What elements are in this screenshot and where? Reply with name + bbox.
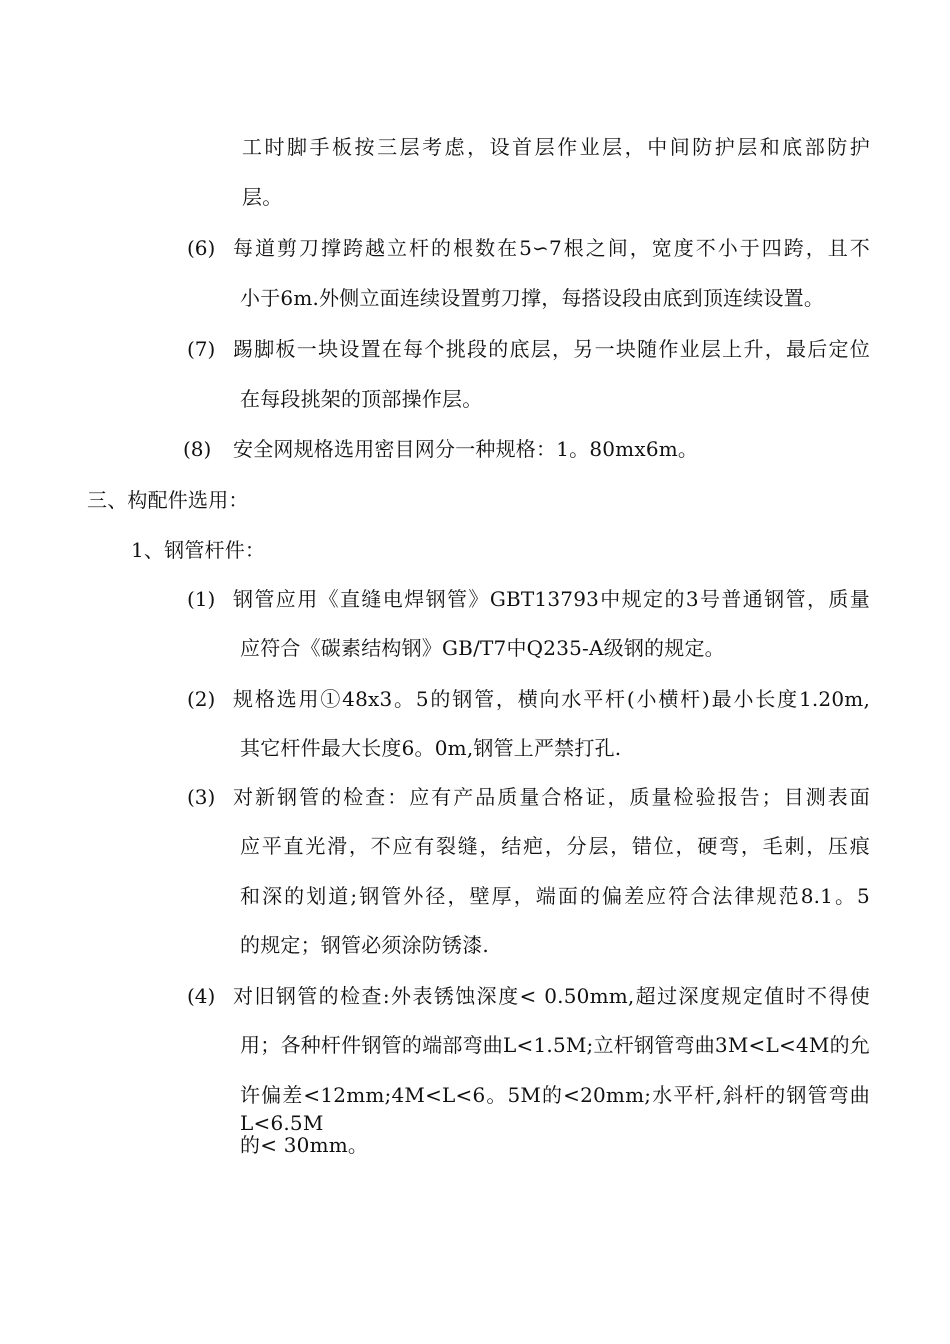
item-number: (4) bbox=[187, 984, 216, 1008]
item-7-line-1: 踢脚板一块设置在每个挑段的底层，另一块随作业层上升，最后定位 bbox=[233, 337, 870, 361]
item-6-line-2: 小于6m.外侧立面连续设置剪刀撑，每搭设段由底到顶连续设置。 bbox=[240, 286, 825, 310]
item-7-line-2: 在每段挑架的顶部操作层。 bbox=[240, 387, 483, 411]
item-8-line-1: 安全网规格选用密目网分一种规格：1。80mx6m。 bbox=[233, 437, 699, 461]
steel-item-2-line-1: 规格选用①48x3。5的钢管，横向水平杆(小横杆)最小长度1.20m, bbox=[233, 687, 870, 711]
item-number: (1) bbox=[187, 587, 216, 611]
subsection-heading: 1、钢管杆件： bbox=[131, 538, 266, 562]
item-number: (6) bbox=[187, 236, 216, 260]
item-6-line-1: 每道剪刀撑跨越立杆的根数在5∽7根之间，宽度不小于四跨，且不 bbox=[233, 236, 870, 260]
intro-line-1: 工时脚手板按三层考虑，设首层作业层，中间防护层和底部防护 bbox=[242, 135, 870, 159]
steel-item-1-line-1: 钢管应用《直缝电焊钢管》GBT13793中规定的3号普通钢管，质量 bbox=[233, 587, 870, 611]
steel-item-4-line-4: 的< 30mm。 bbox=[240, 1133, 369, 1157]
item-number: (7) bbox=[187, 337, 216, 361]
item-number: (8) bbox=[183, 437, 212, 461]
item-number: (2) bbox=[187, 687, 216, 711]
steel-item-3-line-4: 的规定；钢管必须涂防锈漆. bbox=[240, 933, 489, 957]
steel-item-2-line-2: 其它杆件最大长度6。0m,钢管上严禁打孔. bbox=[240, 736, 622, 760]
steel-item-1-line-2: 应符合《碳素结构钢》GB/T7中Q235-A级钢的规定。 bbox=[240, 636, 725, 660]
steel-item-3-line-2: 应平直光滑，不应有裂缝，结疤，分层，错位，硬弯，毛刺，压痕 bbox=[240, 834, 870, 858]
section-heading: 三、构配件选用： bbox=[87, 488, 249, 512]
intro-line-2: 层。 bbox=[242, 185, 283, 209]
steel-item-4-line-2: 用；各种杆件钢管的端部弯曲L<1.5M;立杆钢管弯曲3M<L<4M的允 bbox=[240, 1033, 870, 1057]
steel-item-3-line-3: 和深的划道;钢管外径，壁厚，端面的偏差应符合法律规范8.1。5 bbox=[240, 884, 870, 908]
steel-item-4-line-3: 许偏差<12mm;4M<L<6。5M的<20mm;水平杆,斜杆的钢管弯曲L<6.5M bbox=[240, 1083, 870, 1135]
item-number: (3) bbox=[187, 785, 216, 809]
steel-item-3-line-1: 对新钢管的检查：应有产品质量合格证，质量检验报告；目测表面 bbox=[233, 785, 870, 809]
steel-item-4-line-1: 对旧钢管的检查:外表锈蚀深度< 0.50mm,超过深度规定值时不得使 bbox=[233, 984, 870, 1008]
